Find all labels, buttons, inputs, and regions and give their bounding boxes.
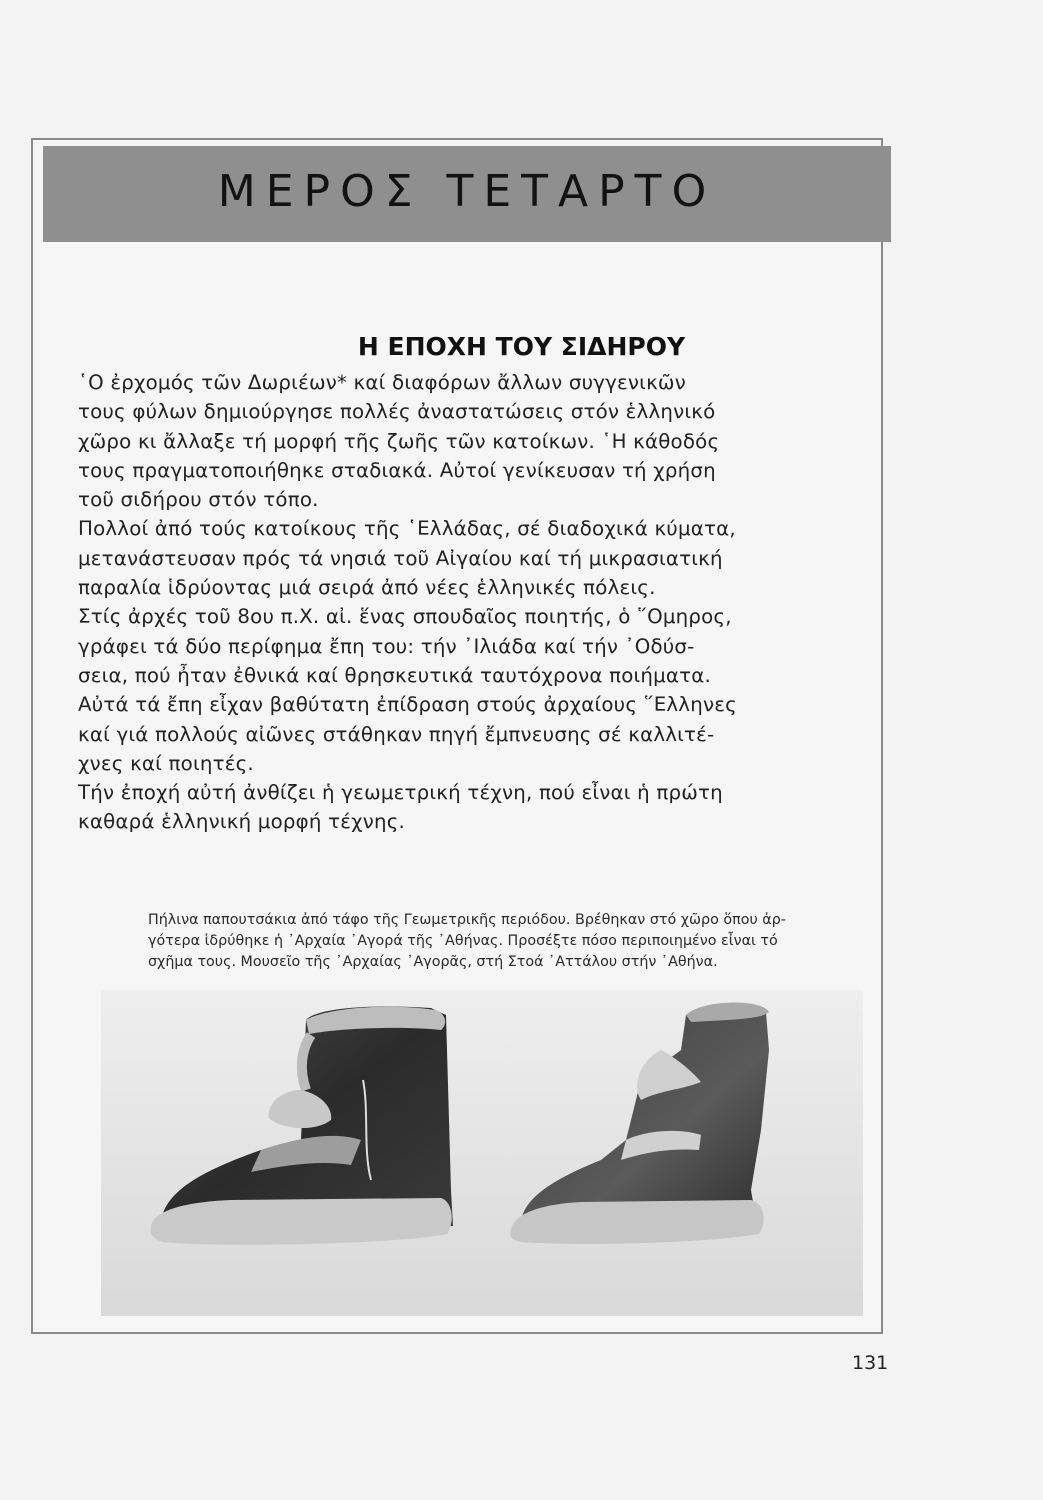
body-line: μετανάστευσαν πρός τά νησιά τοῦ Αἰγαίου καί τή μικρασιατική [78, 546, 723, 570]
body-line: τοῦ σιδήρου στόν τόπο. [78, 488, 319, 512]
body-line: καθαρά ἑλληνική μορφή τέχνης. [78, 810, 406, 834]
body-line: παραλία ἱδρύοντας μιά σειρά ἀπό νέες ἑλληνικές πόλεις. [78, 576, 656, 600]
caption-line: σχῆμα τους. Μουσεῖο τῆς ᾿Αρχαίας ᾿Αγορᾶς, στή Στοά ᾿Αττάλου στήν ᾿Αθήνα. [148, 954, 718, 970]
body-line: καί γιά πολλούς αἰῶνες στάθηκαν πηγή ἔμπνευσης σέ καλλιτέ- [78, 722, 715, 746]
clay-boots-photo [101, 990, 863, 1316]
body-line: σεια, πού ἦταν ἐθνικά καί θρησκευτικά ταυτόχρονα ποιήματα. [78, 663, 711, 687]
body-line: Πολλοί ἀπό τούς κατοίκους τῆς ῾Ελλάδας, σέ διαδοχικά κύματα, [78, 517, 736, 541]
caption-line: Πήλινα παπουτσάκια ἀπό τάφο τῆς Γεωμετρικῆς περιόδου. Βρέθηκαν στό χῶρο ὅπου ἀρ- [148, 912, 786, 928]
body-line: ῾Ο ἐρχομός τῶν Δωριέων* καί διαφόρων ἄλλων συγγενικῶν [78, 371, 686, 394]
body-line: γράφει τά δύο περίφημα ἔπη του: τήν ᾿Ιλιάδα καί τήν ᾿Οδύσ- [78, 634, 695, 658]
clay-boots-illustration [101, 990, 863, 1316]
body-paragraphs [78, 368, 868, 837]
page-number: 131 [852, 1352, 889, 1374]
body-line: χῶρο κι ἄλλαξε τή μορφή τῆς ζωῆς τῶν κατοίκων. ῾Η κάθοδός [78, 429, 720, 453]
section-banner [43, 146, 891, 242]
chapter-heading: Η ΕΠΟΧΗ ΤΟΥ ΣΙΔΗΡΟΥ [357, 332, 686, 361]
part-title: ΜΕΡΟΣ ΤΕΤΑΡΤΟ [217, 166, 717, 217]
caption-line: γότερα ἱδρύθηκε ἡ ᾿Αρχαία ᾿Αγορά τῆς ᾿Αθήνας. Προσέξτε πόσο περιποιημένο εἶναι τό [148, 933, 778, 949]
body-line: τους φύλων δημιούργησε πολλές ἀναστατώσεις στόν ἑλληνικό [78, 400, 716, 424]
body-line: Τήν ἐποχή αὐτή ἀνθίζει ἡ γεωμετρική τέχνη, πού εἶναι ἡ πρώτη [78, 781, 723, 805]
body-line: χνες καί ποιητές. [78, 751, 254, 775]
photo-caption [148, 910, 868, 973]
body-line: τους πραγματοποιήθηκε σταδιακά. Αὐτοί γενίκευσαν τή χρήση [78, 458, 716, 482]
body-line: Αὐτά τά ἔπη εἶχαν βαθύτατη ἐπίδραση στούς ἀρχαίους ῞Ελληνες [78, 693, 737, 717]
body-line: Στίς ἀρχές τοῦ 8ου π.Χ. αἰ. ἕνας σπουδαῖος ποιητής, ὁ ῞Ομηρος, [78, 605, 732, 629]
